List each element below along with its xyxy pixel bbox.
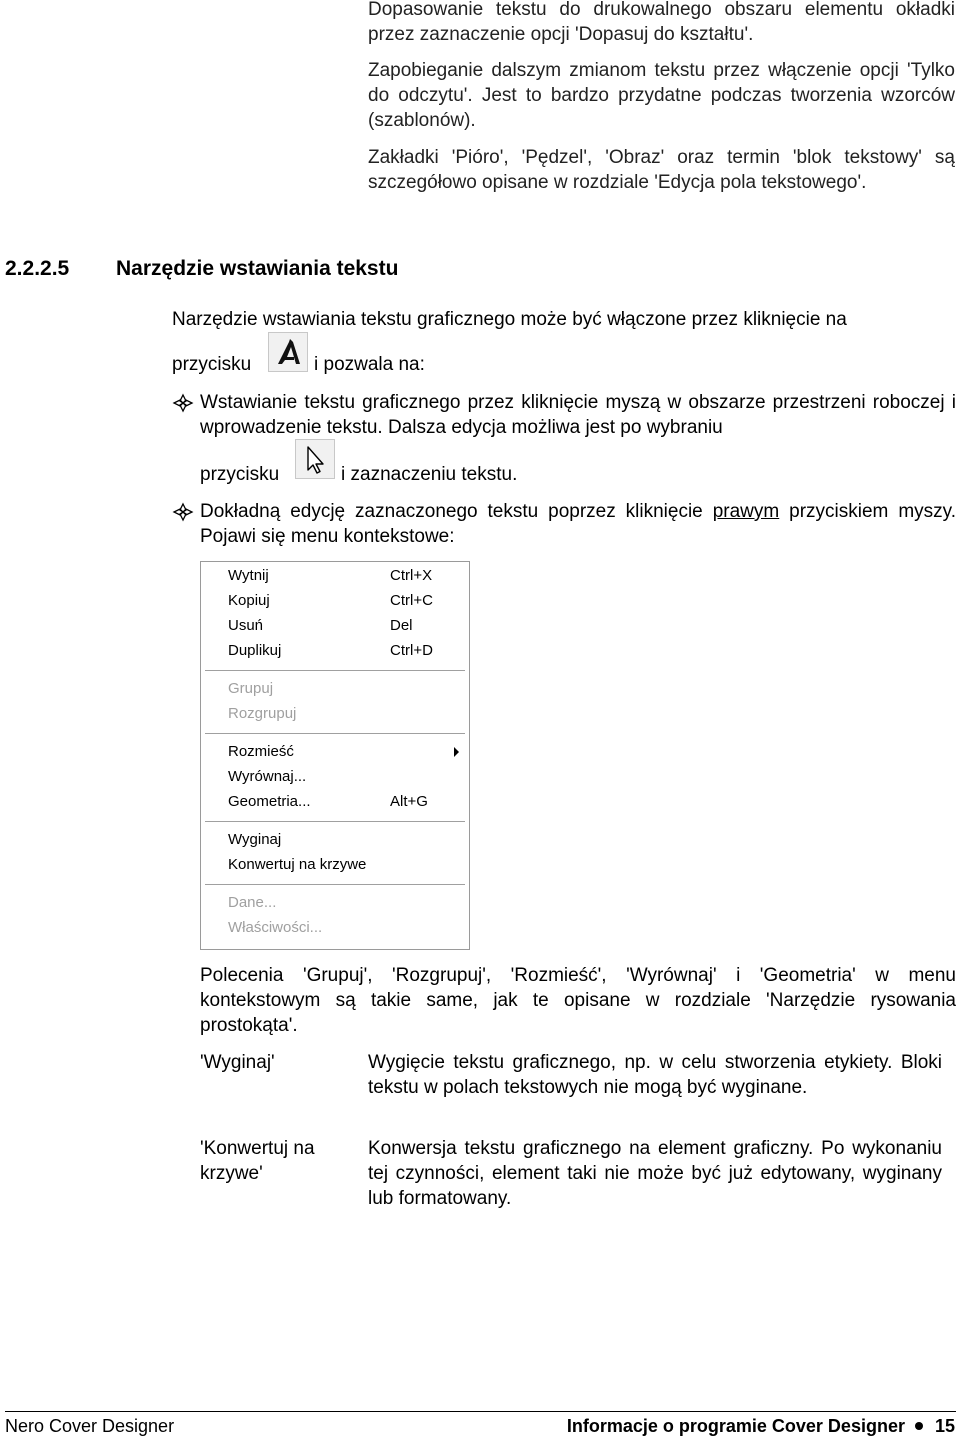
section-title: Narzędzie wstawiania tekstu [116,257,399,280]
page-number: 15 [934,1416,955,1436]
menu-item-rozmieść[interactable] [228,742,459,762]
menu-item-wyginaj[interactable] [228,830,459,850]
text-tool-button[interactable] [268,332,308,372]
pointer-arrow-icon [296,440,336,480]
footer-product-name: Nero Cover Designer [5,1416,175,1436]
menu-item-label: Duplikuj [228,642,282,659]
menu-item-label: Wyginaj [228,831,282,848]
paragraph-commands-same: Polecenia 'Grupuj', 'Rozgrupuj', 'Rozmieść', 'Wyrównaj' i 'Geometria' w menu kontekstowym są takie same, jak te opisane w rozdziale 'Narzędzie rysowania prostokąta'. [200,965,956,1036]
menu-item-label: Konwertuj na krzywe [228,856,367,873]
menu-item-label: Wyrównaj... [228,768,307,785]
footer-divider [5,1411,956,1412]
menu-item-duplikuj[interactable] [228,641,459,661]
menu-item-shortcut: Alt+G [390,793,428,810]
menu-item-label: Grupuj [228,680,274,697]
menu-item-label: Rozmieść [228,743,294,760]
menu-item-label: Usuń [228,617,264,634]
menu-item-label: Wytnij [228,567,269,584]
intro-before-icon: przycisku [172,354,252,375]
underlined-word: prawym [712,501,780,522]
footer-bullet-icon [915,1422,923,1430]
context-menu [200,561,470,950]
pointer-tool-button[interactable] [295,439,335,479]
menu-item-rozgrupuj[interactable] [228,704,459,724]
definition-desc-convert: Konwersja tekstu graficznego na element graficzny. Po wykonaniu tej czynności, element taki nie może być już edytowany, wyginany lub formatowany. [368,1138,942,1209]
bullet-edit-text-before: Dokładną edycję zaznaczonego tekstu poprzez kliknięcie [200,501,703,522]
diamond-bullet-icon [172,393,194,413]
paragraph-fit-to-shape: Dopasowanie tekstu do drukowalnego obszaru elementu okładki przez zaznaczenie opcji 'Dopasuj do kształtu'. [368,0,955,45]
definition-desc-bend: Wygięcie tekstu graficznego, np. w celu stworzenia etykiety. Bloki tekstu w polach tekstowych nie mogą być wyginane. [368,1052,942,1098]
paragraph-read-only: Zapobieganie dalszym zmianom tekstu przez włączenie opcji 'Tylko do odczytu'. Jest to bardzo przydatne podczas tworzenia wzorców (szablonów). [368,60,955,131]
menu-separator [205,821,465,823]
menu-item-usuń[interactable] [228,616,459,636]
menu-item-label: Geometria... [228,793,311,810]
definition-term-bend: 'Wyginaj' [200,1052,275,1073]
bullet-edit-text-after: przyciskiem myszy. Pojawi się menu kontekstowe: [200,501,957,547]
bullet-edit-text [200,499,956,549]
bullet-insert-after-icon: i zaznaczeniu tekstu. [341,464,518,485]
menu-item-label: Rozgrupuj [228,705,297,722]
footer-chapter-title: Informacje o programie Cover Designer [566,1416,905,1436]
menu-item-konwertuj-na-krzywe[interactable] [228,855,459,875]
menu-item-wytnij[interactable] [228,566,459,586]
menu-item-geometria[interactable] [228,792,459,812]
menu-separator [205,670,465,672]
menu-item-grupuj[interactable] [228,679,459,699]
section-number: 2.2.2.5 [5,257,70,280]
intro-after-icon: i pozwala na: [314,354,425,375]
menu-item-label: Dane... [228,894,277,911]
paragraph-tabs-description: Zakładki 'Pióro', 'Pędzel', 'Obraz' oraz termin 'blok tekstowy' są szczegółowo opisane w rozdziale 'Edycja pola tekstowego'. [368,147,955,193]
menu-separator [205,733,465,735]
footer-chapter [567,1415,955,1437]
menu-item-shortcut: Del [390,617,413,634]
menu-item-shortcut: Ctrl+D [390,642,433,659]
menu-separator [205,884,465,886]
intro-line: Narzędzie wstawiania tekstu graficznego może być włączone przez kliknięcie na [172,309,847,330]
menu-item-shortcut: Ctrl+C [390,592,433,609]
text-tool-icon [269,333,309,373]
menu-item-label: Właściwości... [228,919,323,936]
menu-item-shortcut: Ctrl+X [390,567,433,584]
section-heading [5,256,398,282]
bullet-insert-before-icon: przycisku [200,464,280,485]
definition-term-convert: 'Konwertuj na krzywe' [200,1138,315,1184]
bullet-insert-text: Wstawianie tekstu graficznego przez kliknięcie myszą w obszarze przestrzeni roboczej i wprowadzenie tekstu. Dalsza edycja możliwa jest po wybraniu [200,392,956,438]
menu-item-właściwości[interactable] [228,918,459,938]
submenu-arrow-icon [454,747,459,757]
diamond-bullet-icon [172,502,194,522]
menu-item-kopiuj[interactable] [228,591,459,611]
menu-item-wyrównaj[interactable] [228,767,459,787]
menu-item-label: Kopiuj [228,592,270,609]
menu-item-dane[interactable] [228,893,459,913]
